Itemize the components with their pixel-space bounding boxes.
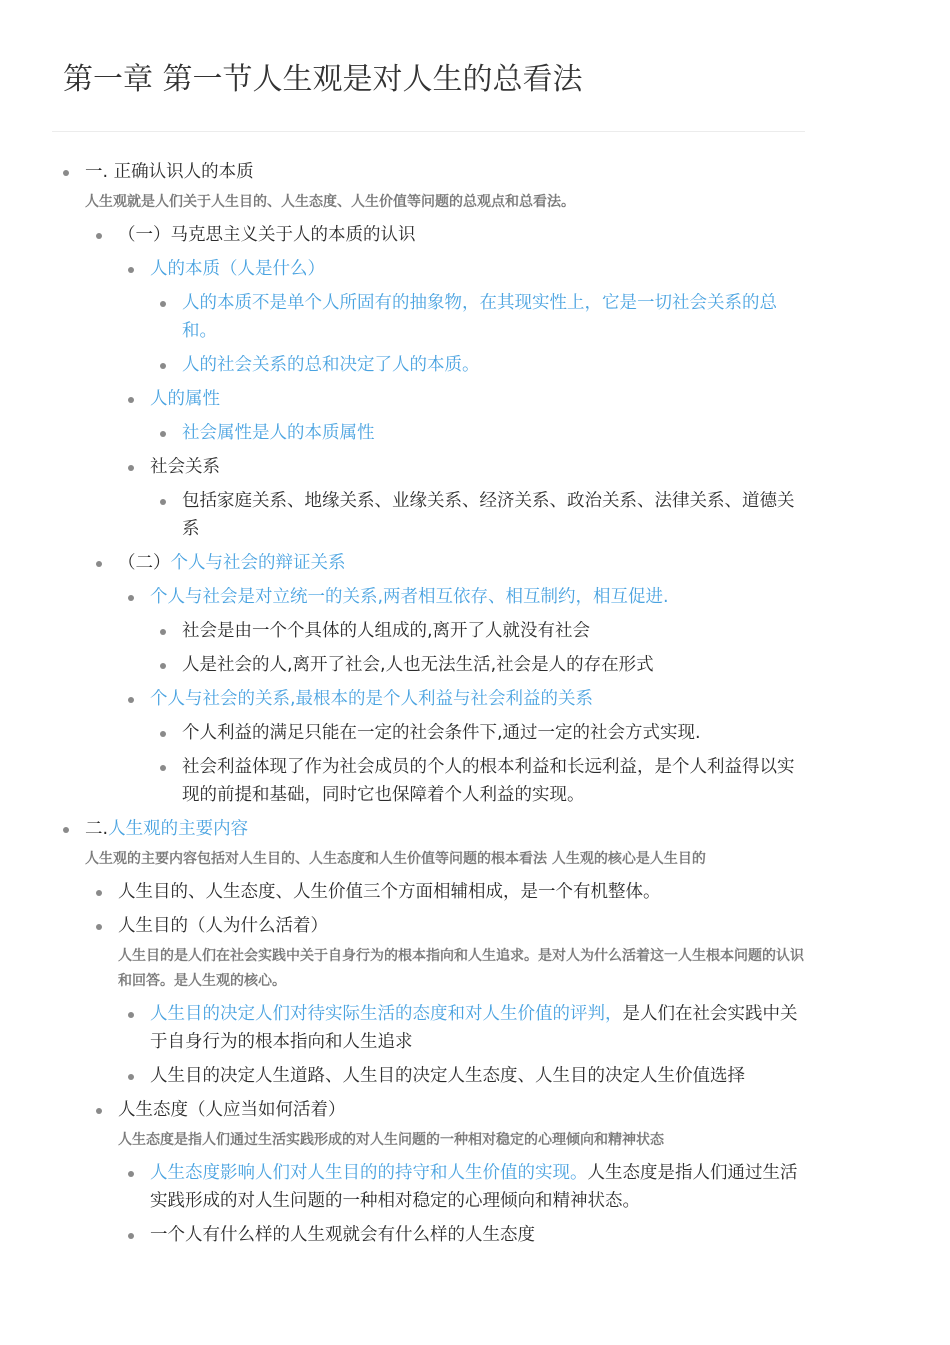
section-2-children: [0, 875, 950, 1252]
page-title: 第一章 第一节人生观是对人生的总看法: [63, 62, 583, 97]
social-relations-heading: 社会关系: [150, 450, 807, 484]
outline-item-human-attribute: [0, 382, 950, 450]
outline-item-section-2: [0, 812, 950, 1252]
unity-point-1: 社会是由一个个具体的人组成的,离开了人就没有社会: [182, 614, 807, 648]
title-divider: [52, 131, 805, 132]
life-attitude-point-1: [150, 1156, 807, 1218]
list-item: [0, 416, 950, 450]
section-2-heading: [85, 812, 807, 846]
life-attitude-heading: 人生态度（人应当如何活着）: [118, 1093, 807, 1127]
list-item: [0, 648, 950, 682]
subsection-1b-heading: [118, 546, 807, 580]
subsection-1b-children: [0, 580, 950, 812]
life-attitude-point-1-rest: 人生态度是指人们通过生活实践形成的对人生问题的一种相对稳定的心理倾向和精神状态。: [150, 1163, 798, 1211]
list-item: [0, 750, 950, 812]
human-essence-point-2: 人的社会关系的总和决定了人的本质。: [182, 348, 807, 382]
human-essence-heading: 人的本质（人是什么）: [150, 252, 807, 286]
life-purpose-point-2: 人生目的决定人生道路、人生目的决定人生态度、人生目的决定人生价值选择: [150, 1059, 807, 1093]
human-attribute-heading: 人的属性: [150, 382, 807, 416]
human-essence-children: [0, 286, 950, 382]
outline-item-social-relations: [0, 450, 950, 546]
life-purpose-heading: 人生目的（人为什么活着）: [118, 909, 807, 943]
outline-item-1a: [0, 218, 950, 546]
outline-item-life-attitude: [0, 1093, 950, 1252]
outline-item-unity: [0, 580, 950, 682]
section-2-prefix: 二.: [85, 819, 109, 839]
section-2-title: 人生观的主要内容: [108, 819, 249, 839]
subsection-1b-title: 个人与社会的辩证关系: [170, 553, 346, 573]
outline-item-whole: [0, 875, 950, 909]
section-2-note: 人生观的主要内容包括对人生目的、人生态度和人生价值等问题的根本看法 人生观的核心是人生目的: [85, 851, 706, 867]
list-item: [0, 716, 950, 750]
social-relations-point-1: 包括家庭关系、地缘关系、业缘关系、经济关系、政治关系、法律关系、道德关系: [182, 484, 807, 546]
outline-item-section-1: [0, 155, 950, 812]
life-purpose-point-1-highlight: 人生目的决定人们对待实际生活的态度和对人生价值的评判，: [150, 1004, 623, 1024]
life-attitude-children: [0, 1156, 950, 1252]
section-1-heading: 一. 正确认识人的本质: [85, 155, 807, 189]
outline-item-interests: [0, 682, 950, 812]
outline-item-human-essence: [0, 252, 950, 382]
life-attitude-point-1-highlight: 人生态度影响人们对人生目的的持守和人生价值的实现。: [150, 1163, 588, 1183]
whole-statement: 人生目的、人生态度、人生价值三个方面相辅相成，是一个有机整体。: [118, 875, 807, 909]
life-purpose-children: [0, 997, 950, 1093]
section-1-children: [0, 218, 950, 812]
section-1-note: 人生观就是人们关于人生目的、人生态度、人生价值等问题的总观点和总看法。: [85, 194, 575, 210]
list-item: [0, 348, 950, 382]
list-item: [0, 1059, 950, 1093]
list-item: [0, 614, 950, 648]
human-essence-point-1: 人的本质不是单个人所固有的抽象物，在其现实性上，它是一切社会关系的总和。: [182, 286, 807, 348]
list-item: [0, 1218, 950, 1252]
human-attribute-point-1: 社会属性是人的本质属性: [182, 416, 807, 450]
life-purpose-note: 人生目的是人们在社会实践中关于自身行为的根本指向和人生追求。是对人为什么活着这一人生根本问题的认识和回答。是人生观的核心。: [118, 948, 804, 989]
life-attitude-point-2: 一个人有什么样的人生观就会有什么样的人生态度: [150, 1218, 807, 1252]
subsection-1b-prefix: （二）: [118, 553, 171, 573]
subsection-1a-heading: （一）马克思主义关于人的本质的认识: [118, 218, 807, 252]
unity-point-2: 人是社会的人,离开了社会,人也无法生活,社会是人的存在形式: [182, 648, 807, 682]
interests-heading: 个人与社会的关系,最根本的是个人利益与社会利益的关系: [150, 682, 807, 716]
life-attitude-note: 人生态度是指人们通过生活实践形成的对人生问题的一种相对稳定的心理倾向和精神状态: [118, 1132, 664, 1148]
interests-children: [0, 716, 950, 812]
interests-point-1: 个人利益的满足只能在一定的社会条件下,通过一定的社会方式实现.: [182, 716, 807, 750]
life-purpose-point-1-rest: 是人们在社会实践中关于自身行为的根本指向和人生追求: [150, 1004, 798, 1052]
outline-item-1b: [0, 546, 950, 812]
list-item: [0, 484, 950, 546]
interests-point-2: 社会利益体现了作为社会成员的个人的根本利益和长远利益，是个人利益得以实现的前提和基础，同时它也保障着个人利益的实现。: [182, 750, 807, 812]
life-purpose-point-1: [150, 997, 807, 1059]
list-item: [0, 1156, 950, 1218]
list-item: [0, 997, 950, 1059]
subsection-1a-children: [0, 252, 950, 546]
outline-root: [0, 155, 950, 1252]
list-item: [0, 286, 950, 348]
social-relations-children: [0, 484, 950, 546]
unity-heading: 个人与社会是对立统一的关系,两者相互依存、相互制约，相互促进.: [150, 580, 807, 614]
outline-item-life-purpose: [0, 909, 950, 1093]
human-attribute-children: [0, 416, 950, 450]
unity-children: [0, 614, 950, 682]
